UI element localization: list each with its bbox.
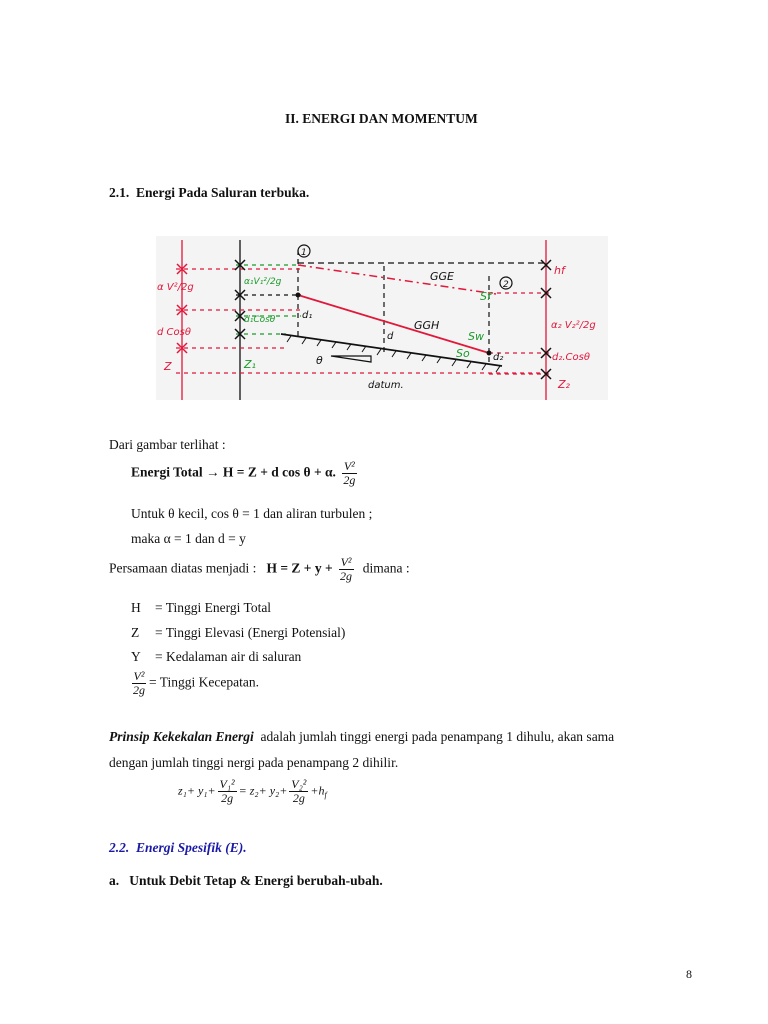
label-d2cos: d₂.Cosθ	[552, 352, 590, 363]
label-sec2: 2	[503, 280, 509, 290]
label-a1: α₁V₁²/2g	[244, 277, 282, 287]
principle-paragraph-line-1	[109, 729, 614, 745]
def-desc: = Tinggi Energi Total	[155, 600, 272, 615]
label-z1: Z₁	[244, 358, 256, 371]
frac-numerator: V²	[343, 459, 355, 473]
arrow-symbol: →	[206, 464, 220, 480]
frac-numerator: V²	[340, 555, 352, 569]
dimana-text: dimana :	[362, 560, 410, 576]
frac-denominator: 2g	[340, 569, 353, 583]
frac-denominator: 2g	[292, 791, 305, 805]
principle-paragraph-line-2: dengan jumlah tinggi nergi pada penampang 2 dihilir.	[109, 755, 399, 770]
energy-total-label: Energi Total	[131, 464, 203, 480]
bernoulli-fraction-2	[289, 778, 308, 805]
label-ggh: GGH	[414, 319, 440, 332]
label-alpha-v2g: α V²/2g	[157, 282, 194, 293]
definition-y	[131, 649, 301, 665]
section-2-1-heading	[109, 185, 309, 201]
def-symbol: Y	[131, 649, 141, 664]
def-desc: = Tinggi Kecepatan.	[149, 674, 259, 690]
equation-1: H = Z + d cos θ + α.	[222, 464, 336, 480]
bernoulli-hf: +h	[310, 783, 325, 798]
label-a2: α₂ V₂²/2g	[551, 320, 596, 331]
frac-denominator: 2g	[133, 683, 145, 697]
label-d: d	[387, 331, 394, 342]
channel-energy-figure	[156, 236, 608, 400]
simplified-equation-line	[109, 556, 410, 583]
section-number: 2.1.	[109, 185, 130, 200]
persamaan-text: Persamaan diatas menjadi :	[109, 560, 257, 576]
label-theta: θ	[316, 354, 323, 367]
condition-line-1: Untuk θ kecil, cos θ = 1 dan aliran turbulen ;	[131, 506, 373, 521]
channel-energy-diagram	[156, 236, 608, 400]
principle-label: Prinsip Kekekalan Energi	[109, 729, 254, 744]
intro-text: Dari gambar terlihat :	[109, 437, 226, 452]
frac-numerator: V²	[133, 669, 145, 683]
def-symbol: H	[131, 600, 141, 615]
condition-line-2: maka α = 1 dan d = y	[131, 531, 246, 546]
velocity-head-fraction-2	[338, 556, 354, 583]
definition-velocity-head	[129, 670, 259, 697]
frac-denominator: 2g	[221, 791, 234, 805]
def-desc: = Tinggi Elevasi (Energi Potensial)	[155, 625, 346, 640]
bernoulli-equation: z₁+ y₁+ $\frac{\text{V₁²}}{2g}$ = z₂+ y₂+ $\frac{\text{V₂²}}{2g}$ $+h_f$	[178, 777, 327, 805]
label-z: Z	[164, 360, 172, 373]
label-so: So	[456, 347, 470, 360]
velocity-head-fraction-1	[341, 460, 357, 487]
label-dcos: d Cosθ	[157, 327, 191, 338]
bernoulli-mid: = z₂+ y₂+	[238, 783, 288, 798]
equation-2: H = Z + y +	[266, 560, 333, 576]
definition-z	[131, 625, 345, 641]
def-desc: = Kedalaman air di saluran	[155, 649, 302, 664]
ggh-line	[298, 295, 489, 353]
label-z2: Z₂	[558, 378, 570, 391]
bernoulli-lhs: z₁+ y₁+	[178, 783, 216, 798]
bernoulli-fraction-1	[218, 778, 237, 805]
gge-line	[298, 265, 496, 294]
label-d1: d₁	[302, 310, 313, 321]
principle-text: adalah jumlah tinggi energi pada penampang 1 dihulu, akan sama	[260, 729, 615, 744]
section-title: Energi Pada Saluran terbuka.	[136, 185, 310, 200]
label-d1cos: d₁Cosθ	[244, 315, 276, 325]
frac-numerator: V₂²	[291, 777, 307, 791]
subsection-a-heading	[109, 873, 383, 889]
label-d2: d₂	[493, 352, 504, 363]
page-number: 8	[686, 967, 692, 981]
velocity-head-fraction-3	[131, 670, 147, 697]
definition-h	[131, 600, 271, 616]
subsection-title: Untuk Debit Tetap & Energi berubah-ubah.	[129, 873, 383, 888]
label-sf: Sf	[480, 290, 491, 303]
label-datum: datum.	[368, 380, 404, 391]
def-symbol: Z	[131, 625, 140, 640]
section-number: 2.2.	[109, 840, 130, 855]
subsection-letter: a.	[109, 873, 120, 888]
section-2-point	[487, 351, 492, 356]
label-gge: GGE	[430, 270, 454, 283]
chapter-title: II. ENERGI DAN MOMENTUM	[285, 111, 478, 126]
section-title: Energi Spesifik (E).	[136, 840, 247, 855]
label-hf: hf	[554, 264, 565, 277]
theta-wedge	[331, 356, 371, 362]
frac-denominator: 2g	[343, 473, 356, 487]
section-1-point	[296, 293, 301, 298]
section-2-2-heading	[109, 840, 247, 856]
energy-total-equation	[131, 460, 359, 487]
label-sw: Sw	[468, 330, 484, 343]
frac-numerator: V₁²	[219, 777, 235, 791]
label-sec1: 1	[301, 248, 307, 258]
